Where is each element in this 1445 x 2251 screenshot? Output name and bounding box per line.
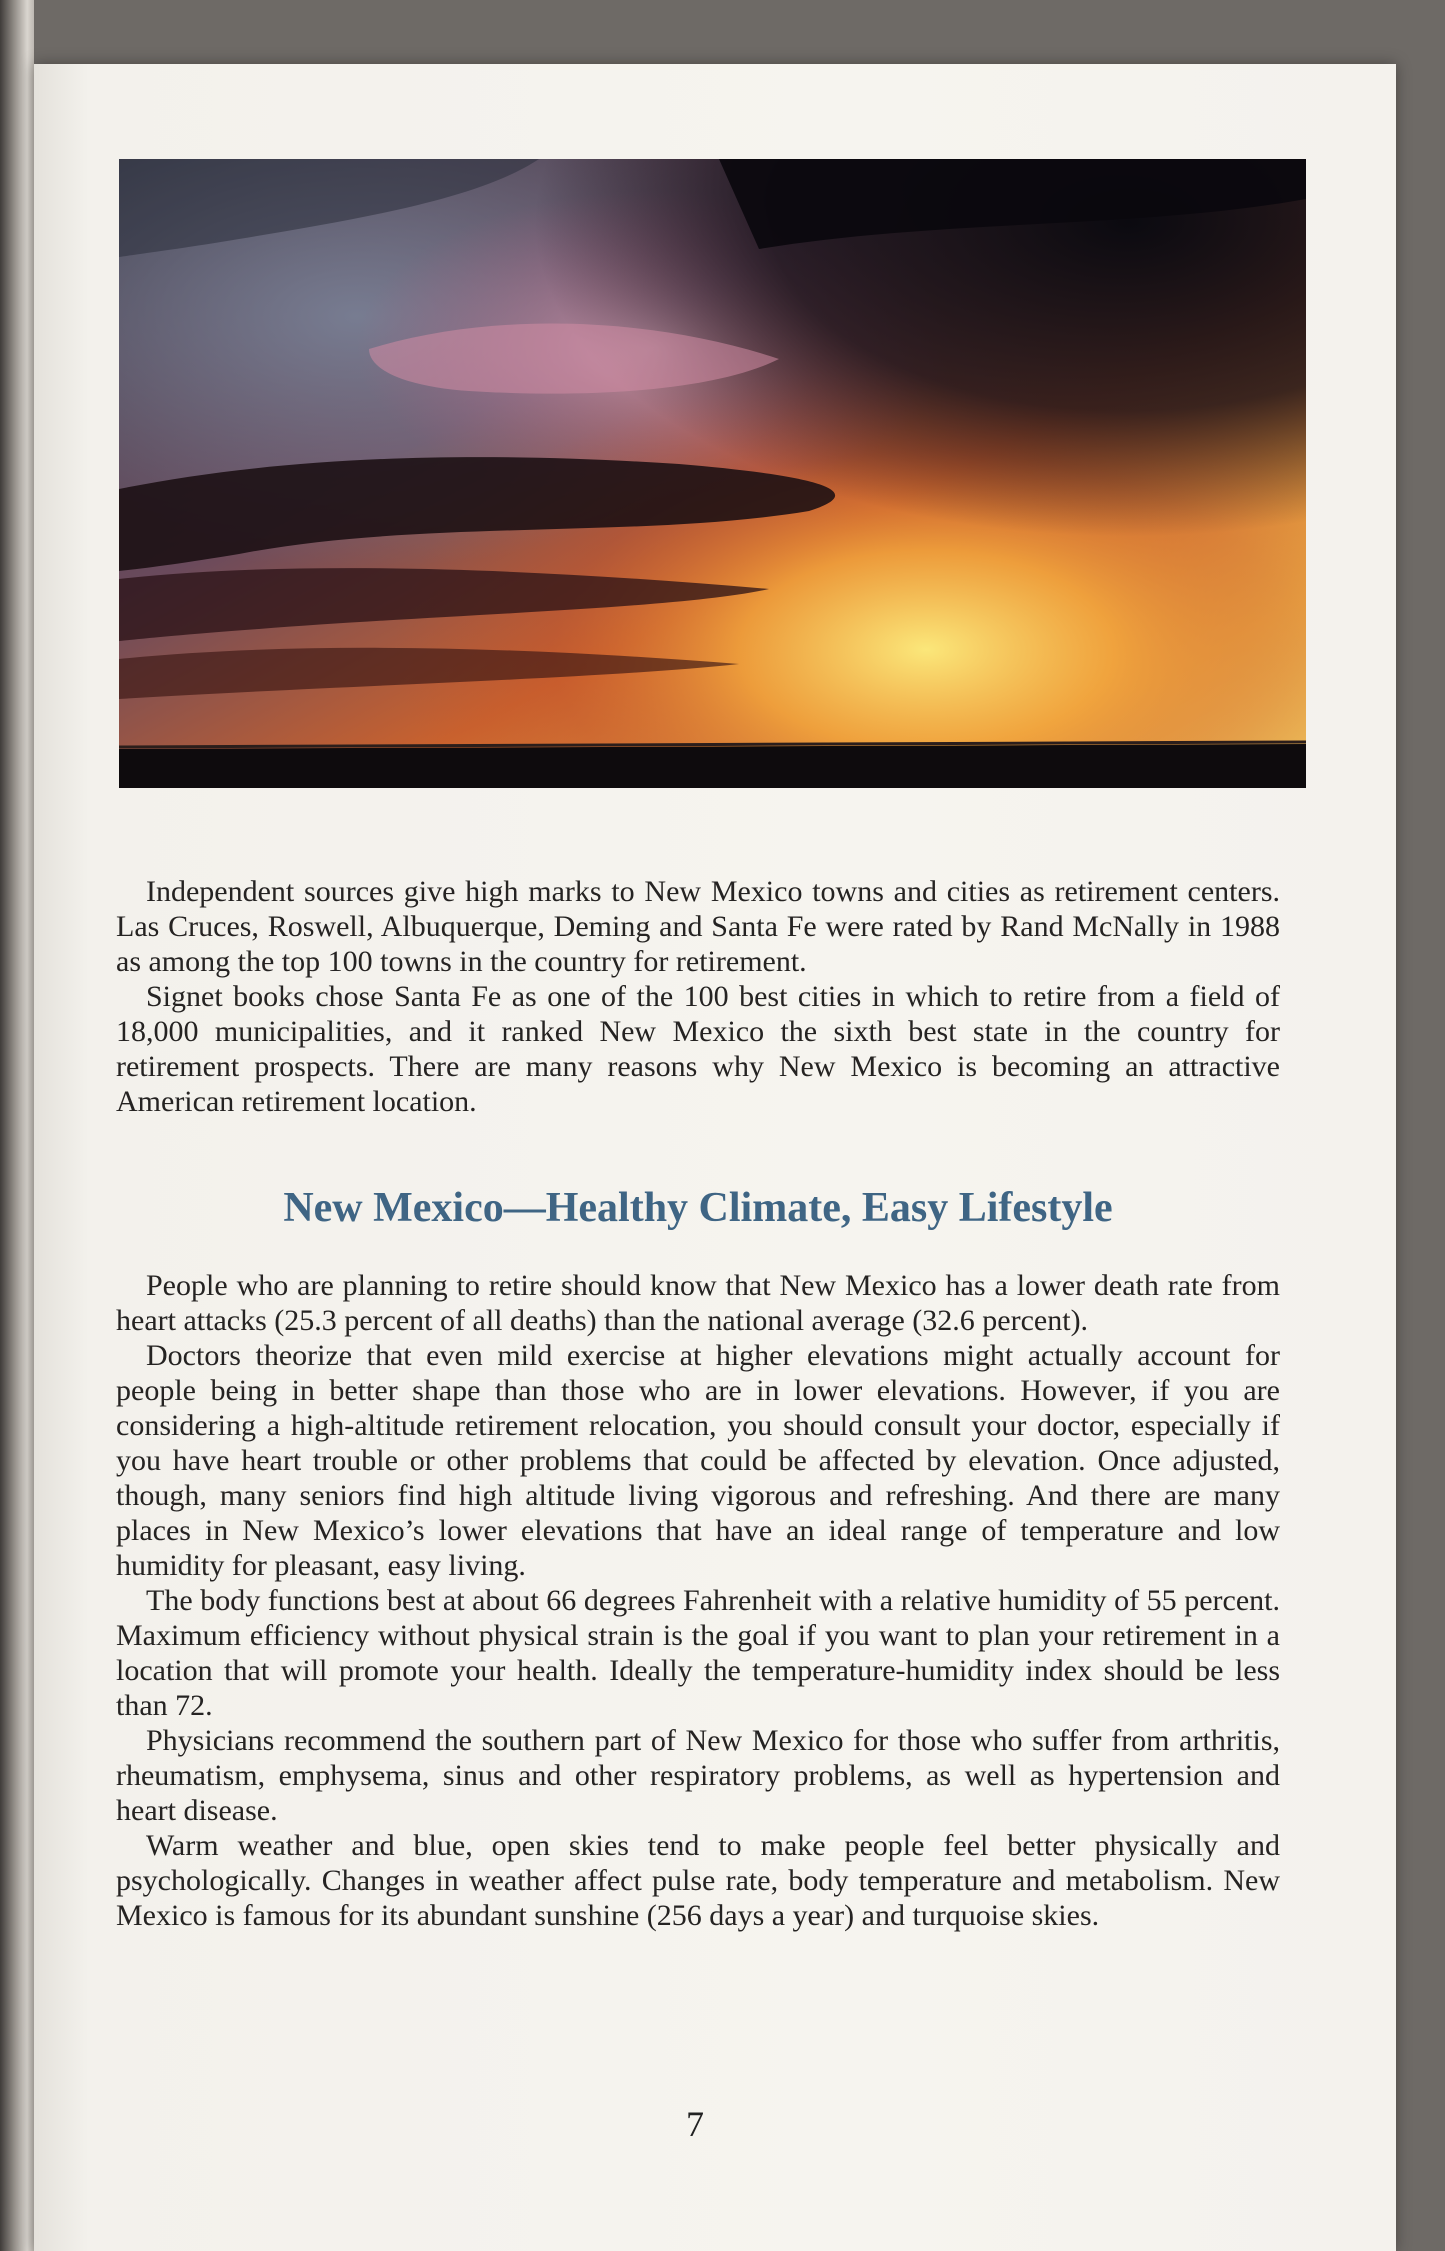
page-number: 7 bbox=[686, 2104, 704, 2144]
section-heading: New Mexico—Healthy Climate, Easy Lifestyle bbox=[283, 1185, 1113, 1231]
section-paragraph: Warm weather and blue, open skies tend to make people feel better physically and psychologically. Changes in weather affect pulse rate, body temperature and metabolism. New Mexico is famous for its abundant sunshine (256 days a year) and turquoise skies. bbox=[116, 1829, 1280, 1932]
section-paragraph: People who are planning to retire should know that New Mexico has a lower death rate from heart attacks (25.3 percent of all deaths) than the national average (32.6 percent). bbox=[116, 1269, 1280, 1337]
intro-text bbox=[116, 874, 1280, 1119]
previous-page-edge bbox=[0, 0, 34, 2251]
section-paragraph: The body functions best at about 66 degrees Fahrenheit with a relative humidity of 55 percent. Maximum efficiency without physical strain is the goal if you want to plan your retirement in a location that will promote your health. Ideally the temperature-humidity index should be less than 72. bbox=[116, 1584, 1280, 1722]
section-text bbox=[116, 1268, 1280, 1933]
section-paragraph: Physicians recommend the southern part of New Mexico for those who suffer from arthritis, rheumatism, emphysema, sinus and other respiratory problems, as well as hypertension and heart disease. bbox=[116, 1724, 1280, 1827]
intro-paragraph: Independent sources give high marks to New Mexico towns and cities as retirement centers. Las Cruces, Roswell, Albuquerque, Deming and Santa Fe were rated by Rand McNally in 1988 as among the top 100 towns in the country for retirement. bbox=[116, 875, 1280, 978]
section-paragraph: Doctors theorize that even mild exercise at higher elevations might actually account for people being in better shape than those who are in lower elevations. However, if you are considering a high-altitude retirement relocation, you should consult your doctor, especially if you have heart trouble or other problems that could be affected by elevation. Once adjusted, though, many seniors find high altitude living vigorous and refreshing. And there are many places in New Mexico’s lower elevations that have an ideal range of temperature and low humidity for pleasant, easy living. bbox=[116, 1339, 1280, 1582]
intro-paragraph: Signet books chose Santa Fe as one of the 100 best cities in which to retire from a field of 18,000 municipalities, and it ranked New Mexico the sixth best state in the country for retirement prospects. There are many reasons why New Mexico is becoming an attractive American retirement location. bbox=[116, 980, 1280, 1118]
sunset-photo bbox=[119, 159, 1306, 788]
